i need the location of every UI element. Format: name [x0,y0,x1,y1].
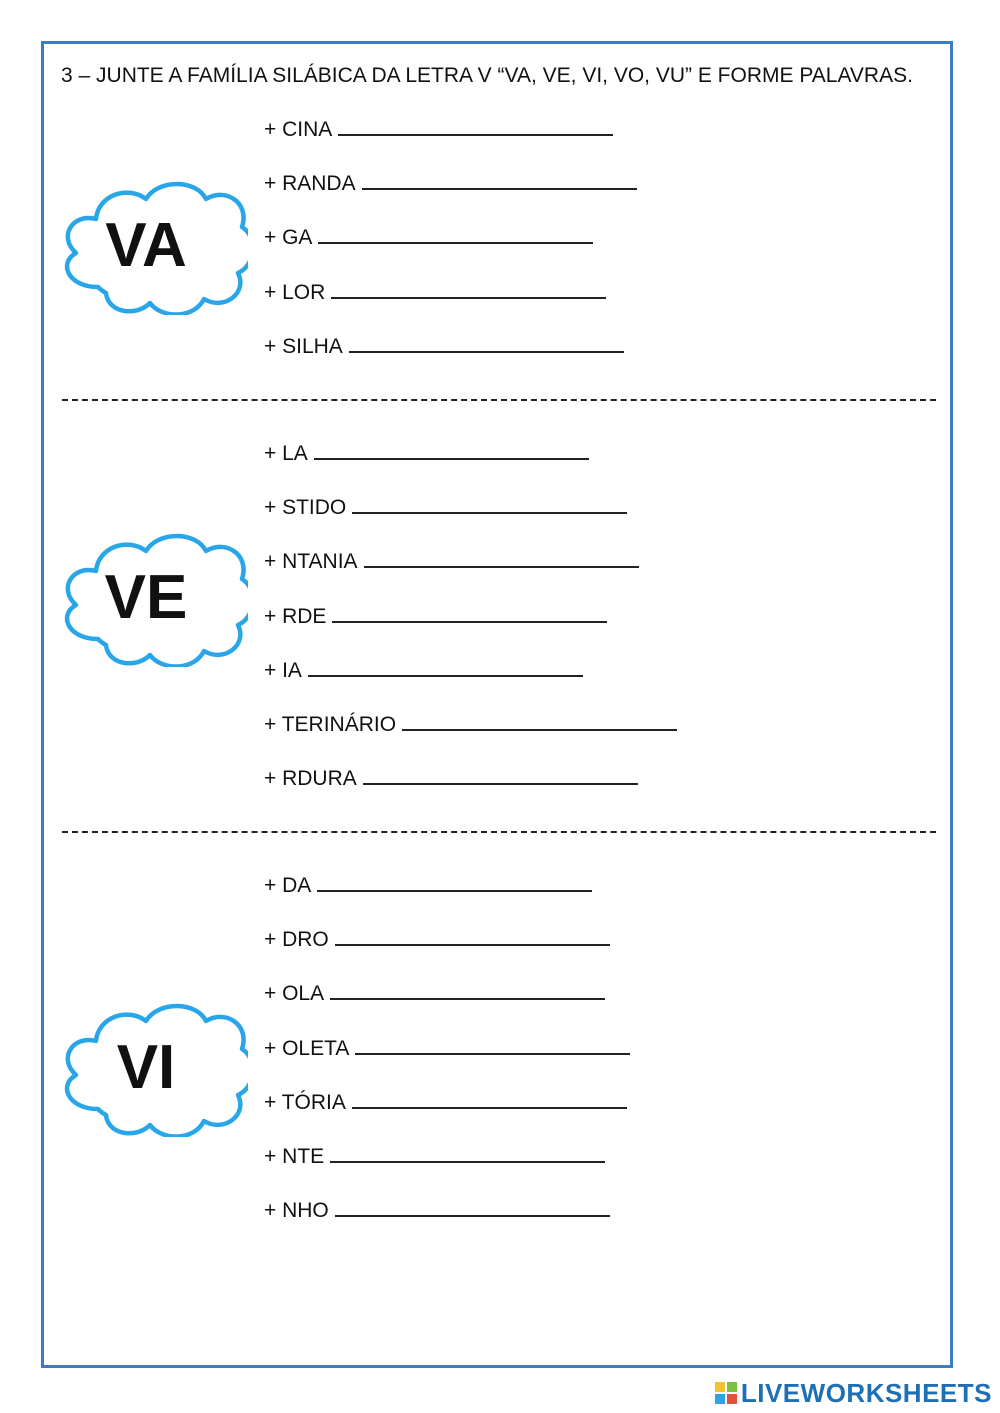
word-ending: + RANDA [264,172,356,196]
word-ending: + STIDO [264,496,347,520]
word-row [264,709,677,737]
answer-blank[interactable] [335,924,610,946]
section-divider [62,399,936,401]
answer-blank[interactable] [338,114,613,136]
answer-blank[interactable] [318,222,593,244]
word-ending: + RDE [264,604,327,628]
word-row [264,1033,630,1061]
answer-blank[interactable] [308,655,583,677]
word-ending: + GA [264,226,313,250]
liveworksheets-icon [714,1381,738,1405]
word-row [264,546,639,574]
answer-blank[interactable] [330,978,605,1000]
word-ending: + NTE [264,1145,325,1168]
word-row [264,1087,627,1115]
word-row [264,222,593,250]
word-row [264,763,638,791]
syllable-label: VA [105,210,187,280]
word-ending: + NTANIA [264,550,358,574]
word-row [264,168,637,196]
word-row [264,331,624,359]
answer-blank[interactable] [349,331,624,353]
word-ending: + TÓRIA [264,1090,346,1114]
word-row [264,114,613,142]
word-row [264,870,592,898]
answer-blank[interactable] [363,763,638,785]
word-ending: + OLETA [264,1036,350,1060]
answer-blank[interactable] [330,1141,605,1163]
word-ending: + DA [264,874,312,897]
word-ending: + LA [264,442,308,465]
word-row [264,277,606,305]
answer-blank[interactable] [355,1033,630,1055]
answer-blank[interactable] [362,168,637,190]
word-ending: + LOR [264,280,326,304]
word-row [264,1195,610,1223]
cloud-vi [58,997,248,1137]
word-ending: + DRO [264,928,329,952]
word-row [264,978,605,1006]
answer-blank[interactable] [352,1087,627,1109]
word-ending: + OLA [264,982,325,1006]
word-ending: + CINA [264,118,333,141]
word-row [264,601,607,629]
cloud-ve [58,527,248,667]
instruction-text: 3 – JUNTE A FAMÍLIA SILÁBICA DA LETRA V “VA, VE, VI, VO, VU” E FORME PALAVRAS. [61,64,913,87]
word-row [264,655,583,683]
section-divider [62,831,936,833]
word-ending: + RDURA [264,767,357,791]
brand-name: LIVEWORKSHEETS [740,1377,992,1408]
answer-blank[interactable] [364,546,639,568]
word-row [264,438,589,466]
answer-blank[interactable] [332,601,607,623]
answer-blank[interactable] [335,1195,610,1217]
word-ending: + NHO [264,1199,329,1223]
word-ending: + TERINÁRIO [264,713,397,736]
answer-blank[interactable] [352,492,627,514]
answer-blank[interactable] [402,709,677,731]
word-ending: + SILHA [264,334,343,358]
syllable-label: VI [116,1032,176,1102]
word-row [264,492,627,520]
word-ending: + IA [264,658,302,682]
liveworksheets-logo [714,1378,992,1408]
answer-blank[interactable] [331,277,606,299]
word-row [264,1141,605,1169]
answer-blank[interactable] [314,438,589,460]
answer-blank[interactable] [317,870,592,892]
word-row [264,924,610,952]
cloud-va [58,175,248,315]
syllable-label: VE [104,562,188,632]
